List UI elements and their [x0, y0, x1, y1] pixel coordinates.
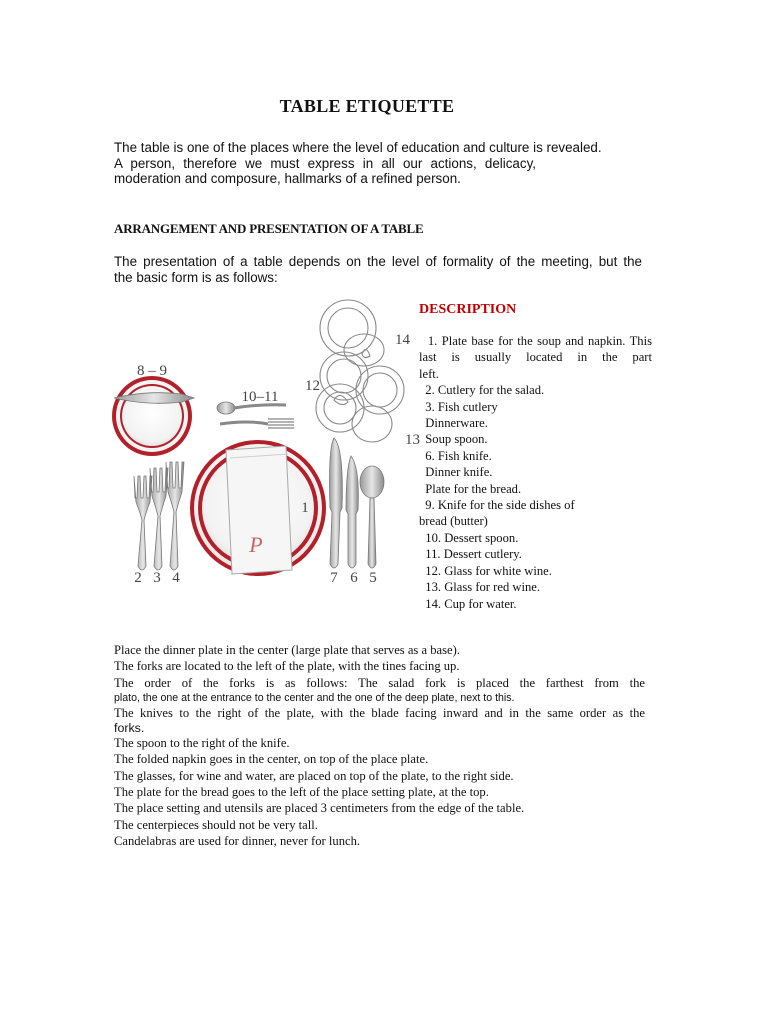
soup-spoon: [360, 466, 384, 568]
label-6: 6: [350, 570, 358, 586]
rule-line: The knives to the right of the plate, with the blade facing inward and in the same order as the: [114, 705, 645, 720]
rule-line: The spoon to the right of the knife.: [114, 736, 290, 751]
dinner-knife: [330, 438, 343, 568]
description-item: 3. Fish cutlery: [419, 399, 498, 414]
description-item: bread (butter): [419, 514, 488, 529]
description-item: 9. Knife for the side dishes of: [419, 498, 575, 513]
intro-line: moderation and composure, hallmarks of a refined person.: [114, 171, 461, 186]
description-item: 10. Dessert spoon.: [419, 530, 519, 545]
label-13: 13: [405, 432, 420, 448]
description-item: 14. Cup for water.: [419, 596, 517, 611]
description-item: 2. Cutlery for the salad.: [419, 383, 545, 398]
label-14: 14: [395, 332, 410, 348]
label-4: 4: [172, 570, 180, 586]
rule-line: The glasses, for wine and water, are placed on top of the plate, to the right side.: [114, 768, 514, 783]
rule-line: The forks are located to the left of the plate, with the tines facing up.: [114, 659, 460, 674]
description-item: Soup spoon.: [419, 432, 488, 447]
label-1: 1: [301, 500, 309, 516]
description-heading: DESCRIPTION: [419, 302, 517, 317]
description-item: Dinner knife.: [419, 465, 493, 480]
wine-glasses: [316, 300, 404, 442]
intro-line: A person, therefore we must express in all our actions, delicacy,: [114, 155, 536, 171]
description-item: Dinnerware.: [419, 416, 488, 431]
rule-line: The place setting and utensils are placed 3 centimeters from the edge of the table.: [114, 801, 525, 816]
description-item: 12. Glass for white wine.: [419, 563, 552, 578]
presentation-line: The presentation of a table depends on the level of formality of the meeting, but the: [114, 254, 642, 269]
label-10-11: 10–11: [241, 389, 279, 405]
description-item: left.: [419, 366, 439, 381]
intro-paragraph: [114, 140, 614, 187]
description-item: Plate for the bread.: [419, 481, 522, 496]
presentation-paragraph: [114, 254, 642, 285]
presentation-line: the basic form is as follows:: [114, 269, 278, 285]
description-list: [419, 333, 652, 612]
description-item: last is usually located in the part: [419, 350, 652, 365]
label-3: 3: [153, 570, 161, 586]
description-item: 13. Glass for red wine.: [419, 580, 541, 595]
label-12: 12: [305, 378, 320, 394]
fish-fork: [150, 468, 168, 570]
dessert-fork: [220, 419, 294, 428]
label-8-9: 8 – 9: [137, 363, 167, 379]
rule-line: The order of the forks is as follows: The salad fork is placed the farthest from the: [114, 675, 645, 690]
description-item: 1. Plate base for the soup and napkin. This: [419, 334, 652, 348]
intro-line: The table is one of the places where the level of education and culture is revealed.: [114, 140, 602, 155]
place-setting-illustration: [108, 298, 418, 590]
rule-line: Candelabras are used for dinner, never for lunch.: [114, 833, 361, 848]
label-5: 5: [369, 570, 377, 586]
rule-line: The plate for the bread goes to the left of the place setting plate, at the top.: [114, 785, 489, 800]
dinner-fork: [166, 462, 184, 570]
bread-plate: [112, 376, 192, 456]
section-heading: ARRANGEMENT AND PRESENTATION OF A TABLE: [114, 221, 424, 236]
label-2: 2: [134, 570, 142, 586]
rule-line: The centerpieces should not be very tall.: [114, 817, 318, 832]
rule-line: forks.: [114, 721, 145, 736]
page-title: TABLE ETIQUETTE: [279, 96, 455, 116]
fish-knife: [346, 456, 358, 568]
rule-line: plato, the one at the entrance to the center and the one of the deep plate, next to this.: [114, 691, 515, 704]
description-item: 6. Fish knife.: [419, 448, 492, 463]
rule-line: Place the dinner plate in the center (large plate that serves as a base).: [114, 643, 460, 657]
salad-fork: [134, 476, 152, 570]
description-item: 11. Dessert cutlery.: [419, 547, 522, 562]
rules-list: [114, 642, 645, 849]
rule-line: The folded napkin goes in the center, on top of the place plate.: [114, 752, 429, 767]
napkin-monogram: P: [249, 532, 263, 557]
label-7: 7: [330, 570, 338, 586]
